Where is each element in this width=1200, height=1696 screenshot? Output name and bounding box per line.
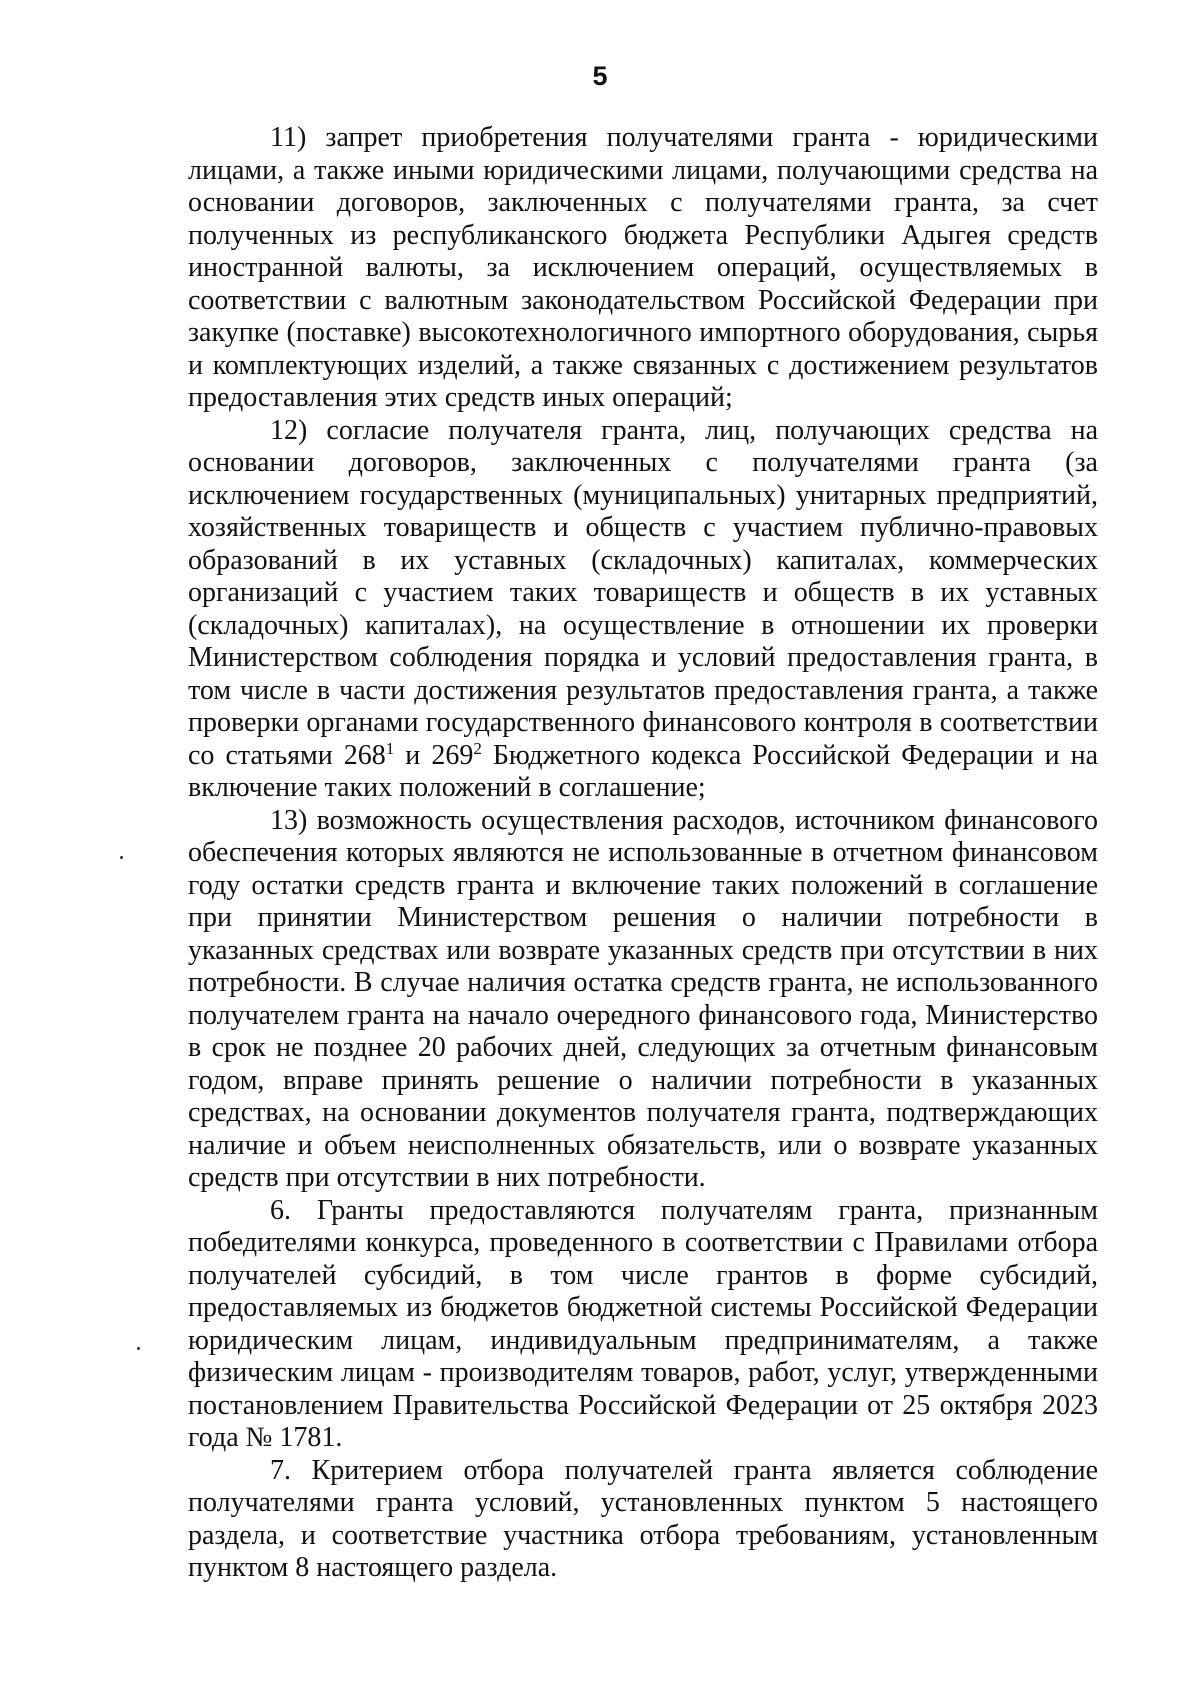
paragraph-section-7: 7. Критерием отбора получателей гранта является соблюдение получателями гранта условий, установленных пунктом 5 настоящего раздела, и соответствие участника отбора требованиям, установленным пунктом 8 настоящего раздела. (188, 1454, 1098, 1583)
scan-speck (137, 1347, 140, 1350)
paragraph-item-13: 13) возможность осуществления расходов, источником финансового обеспечения которых являются не использованные в отчетном финансовом году остатки средств гранта и включение таких положений в соглашение при принятии Министерством решения о наличии потребности в указанных средствах или возврате указанных средств при отсутствии в них потребности. В случае наличия остатка средств гранта, не использованного получателем гранта на начало очередного финансового года, Министерство в срок не позднее 20 рабочих дней, следующих за отчетным финансовым годом, вправе принять решение о наличии потребности в указанных средствах, на основании документов получателя гранта, подтверждающих наличие и объем неисполненных обязательств, или о возврате указанных средств при отсутствии в них потребности. (188, 804, 1098, 1193)
paragraph-item-12 (188, 415, 1098, 805)
paragraph-item-12-text-b: и 269 (394, 739, 474, 771)
article-269-superscript: 2 (473, 738, 482, 758)
scan-speck (120, 856, 123, 859)
paragraph-item-12-text-c: Бюджетного кодекса Российской Федерации и на включение таких положений в соглашение; (188, 739, 1098, 803)
paragraph-item-12-text-a: 12) согласие получателя гранта, лиц, получающих средства на основании договоров, заключенных с получателями гранта (за исключением государственных (муниципальных) унитарных предприятий, хозяйственных товариществ и обществ с участием публично-правовых образований в их уставных (складочных) капиталах, коммерческих организаций с участием таких товариществ и обществ в их уставных (складочных) капиталах), на осуществление в отношении их проверки Министерством соблюдения порядка и условий предоставления гранта, в том числе в части достижения результатов предоставления гранта, а также проверки органами государственного финансового контроля в соответствии со статьями 268 (188, 414, 1098, 771)
paragraph-section-6: 6. Гранты предоставляются получателям гранта, признанным победителями конкурса, проведенного в соответствии с Правилами отбора получателей субсидий, в том числе грантов в форме субсидий, предоставляемых из бюджетов бюджетной системы Российской Федерации юридическим лицам, индивидуальным предпринимателям, а также физическим лицам - производителям товаров, работ, услуг, утвержденными постановлением Правительства Российской Федерации от 25 октября 2023 года № 1781. (188, 1194, 1098, 1453)
paragraph-item-11: 11) запрет приобретения получателями гранта - юридическими лицами, а также иными юридическими лицами, получающими средства на основании договоров, заключенных с получателями гранта, за счет полученных из республиканского бюджета Республики Адыгея средств иностранной валюты, за исключением операций, осуществляемых в соответствии с валютным законодательством Российской Федерации при закупке (поставке) высокотехнологичного импортного оборудования, сырья и комплектующих изделий, а также связанных с достижением результатов предоставления этих средств иных операций; (188, 122, 1098, 413)
document-body (188, 122, 1098, 1585)
page-number: 5 (592, 61, 608, 91)
article-268-superscript: 1 (385, 738, 395, 758)
